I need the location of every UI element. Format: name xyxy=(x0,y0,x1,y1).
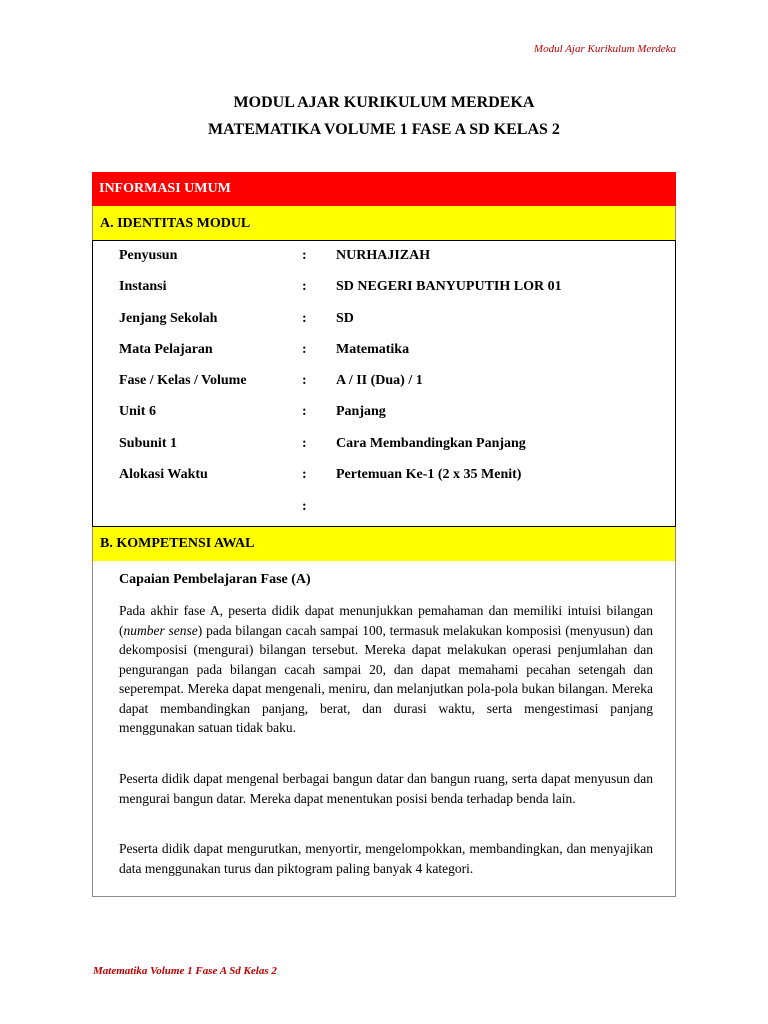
learning-outcome-paragraph: Peserta didik dapat mengurutkan, menyortir, mengelompokkan, membandingkan, dan menyajikan data menggunakan turus dan piktogram paling banyak 4 kategori. xyxy=(119,841,653,876)
learning-outcome-paragraph: Peserta didik dapat mengenal berbagai bangun datar dan bangun ruang, serta dapat menyusun dan mengurai bangun datar. Mereka dapat menentukan posisi benda terhadap benda lain. xyxy=(119,771,653,806)
identity-colon: : xyxy=(302,279,307,294)
learning-outcome-paragraph xyxy=(119,601,653,738)
identity-colon: : xyxy=(302,404,307,419)
module-info-table xyxy=(92,172,676,897)
document-title-line-2: MATEMATIKA VOLUME 1 FASE A SD KELAS 2 xyxy=(208,121,560,138)
identity-colon: : xyxy=(302,467,307,482)
identity-row xyxy=(93,311,675,331)
identity-row xyxy=(93,279,675,299)
running-header: Modul Ajar Kurikulum Merdeka xyxy=(533,43,676,55)
running-footer: Matematika Volume 1 Fase A Sd Kelas 2 xyxy=(93,965,277,977)
identity-label: Fase / Kelas / Volume xyxy=(119,373,247,388)
section-general-info: INFORMASI UMUM xyxy=(92,172,676,206)
identity-value: Cara Membandingkan Panjang xyxy=(336,436,526,451)
identity-colon: : xyxy=(302,499,307,514)
paragraph-text: ) pada bilangan cacah sampai 100, termasuk melakukan komposisi (menyusun) dan dekomposisi (mengurai) bilangan tersebut. Mereka dapat melakukan operasi penjumlahan dan pengurangan pada bilangan cacah sampai 20, dan dapat memahami pecahan setengah dan seperempat. Mereka dapat mengenali, meniru, dan melanjutkan pola-pola bukan bilangan. Mereka dapat membandingkan panjang, berat, dan durasi waktu, serta mengestimasi panjang menggunakan satuan tidak baku. xyxy=(119,622,653,735)
identity-colon: : xyxy=(302,436,307,451)
learning-outcome-heading: Capaian Pembelajaran Fase (A) xyxy=(119,572,311,587)
identity-value: A / II (Dua) / 1 xyxy=(336,373,423,388)
identity-label: Instansi xyxy=(119,279,167,294)
section-module-identity: A. IDENTITAS MODUL xyxy=(92,206,676,240)
identity-label: Jenjang Sekolah xyxy=(119,311,218,326)
identity-value: Panjang xyxy=(336,404,386,419)
identity-value: SD NEGERI BANYUPUTIH LOR 01 xyxy=(336,279,562,294)
number-sense-term: number sense xyxy=(123,622,198,638)
paragraph-text: Pada akhir fase A, peserta didik dapat menunjukkan pemahaman dan memiliki intuisi bilangan ( xyxy=(119,603,653,638)
identity-label: Subunit 1 xyxy=(119,436,177,451)
document-title-line-1: MODUL AJAR KURIKULUM MERDEKA xyxy=(233,94,535,111)
identity-label: Mata Pelajaran xyxy=(119,342,213,357)
identity-value: Pertemuan Ke-1 (2 x 35 Menit) xyxy=(336,467,522,482)
identity-label: Alokasi Waktu xyxy=(119,467,208,482)
identity-value: SD xyxy=(336,311,354,326)
identity-label: Unit 6 xyxy=(119,404,156,419)
section-initial-competence: B. KOMPETENSI AWAL xyxy=(92,527,676,561)
identity-colon: : xyxy=(302,342,307,357)
identity-value: Matematika xyxy=(336,342,410,357)
identity-label: Penyusun xyxy=(119,248,178,263)
module-identity-table xyxy=(92,240,676,527)
identity-row xyxy=(93,467,675,487)
identity-row xyxy=(93,248,675,268)
identity-row xyxy=(93,404,675,424)
identity-colon: : xyxy=(302,373,307,388)
identity-row xyxy=(93,436,675,456)
identity-value: NURHAJIZAH xyxy=(336,248,431,263)
identity-colon: : xyxy=(302,248,307,263)
identity-colon: : xyxy=(302,311,307,326)
identity-row xyxy=(93,373,675,393)
initial-competence-content xyxy=(92,561,676,897)
identity-row xyxy=(93,499,675,519)
identity-row xyxy=(93,342,675,362)
